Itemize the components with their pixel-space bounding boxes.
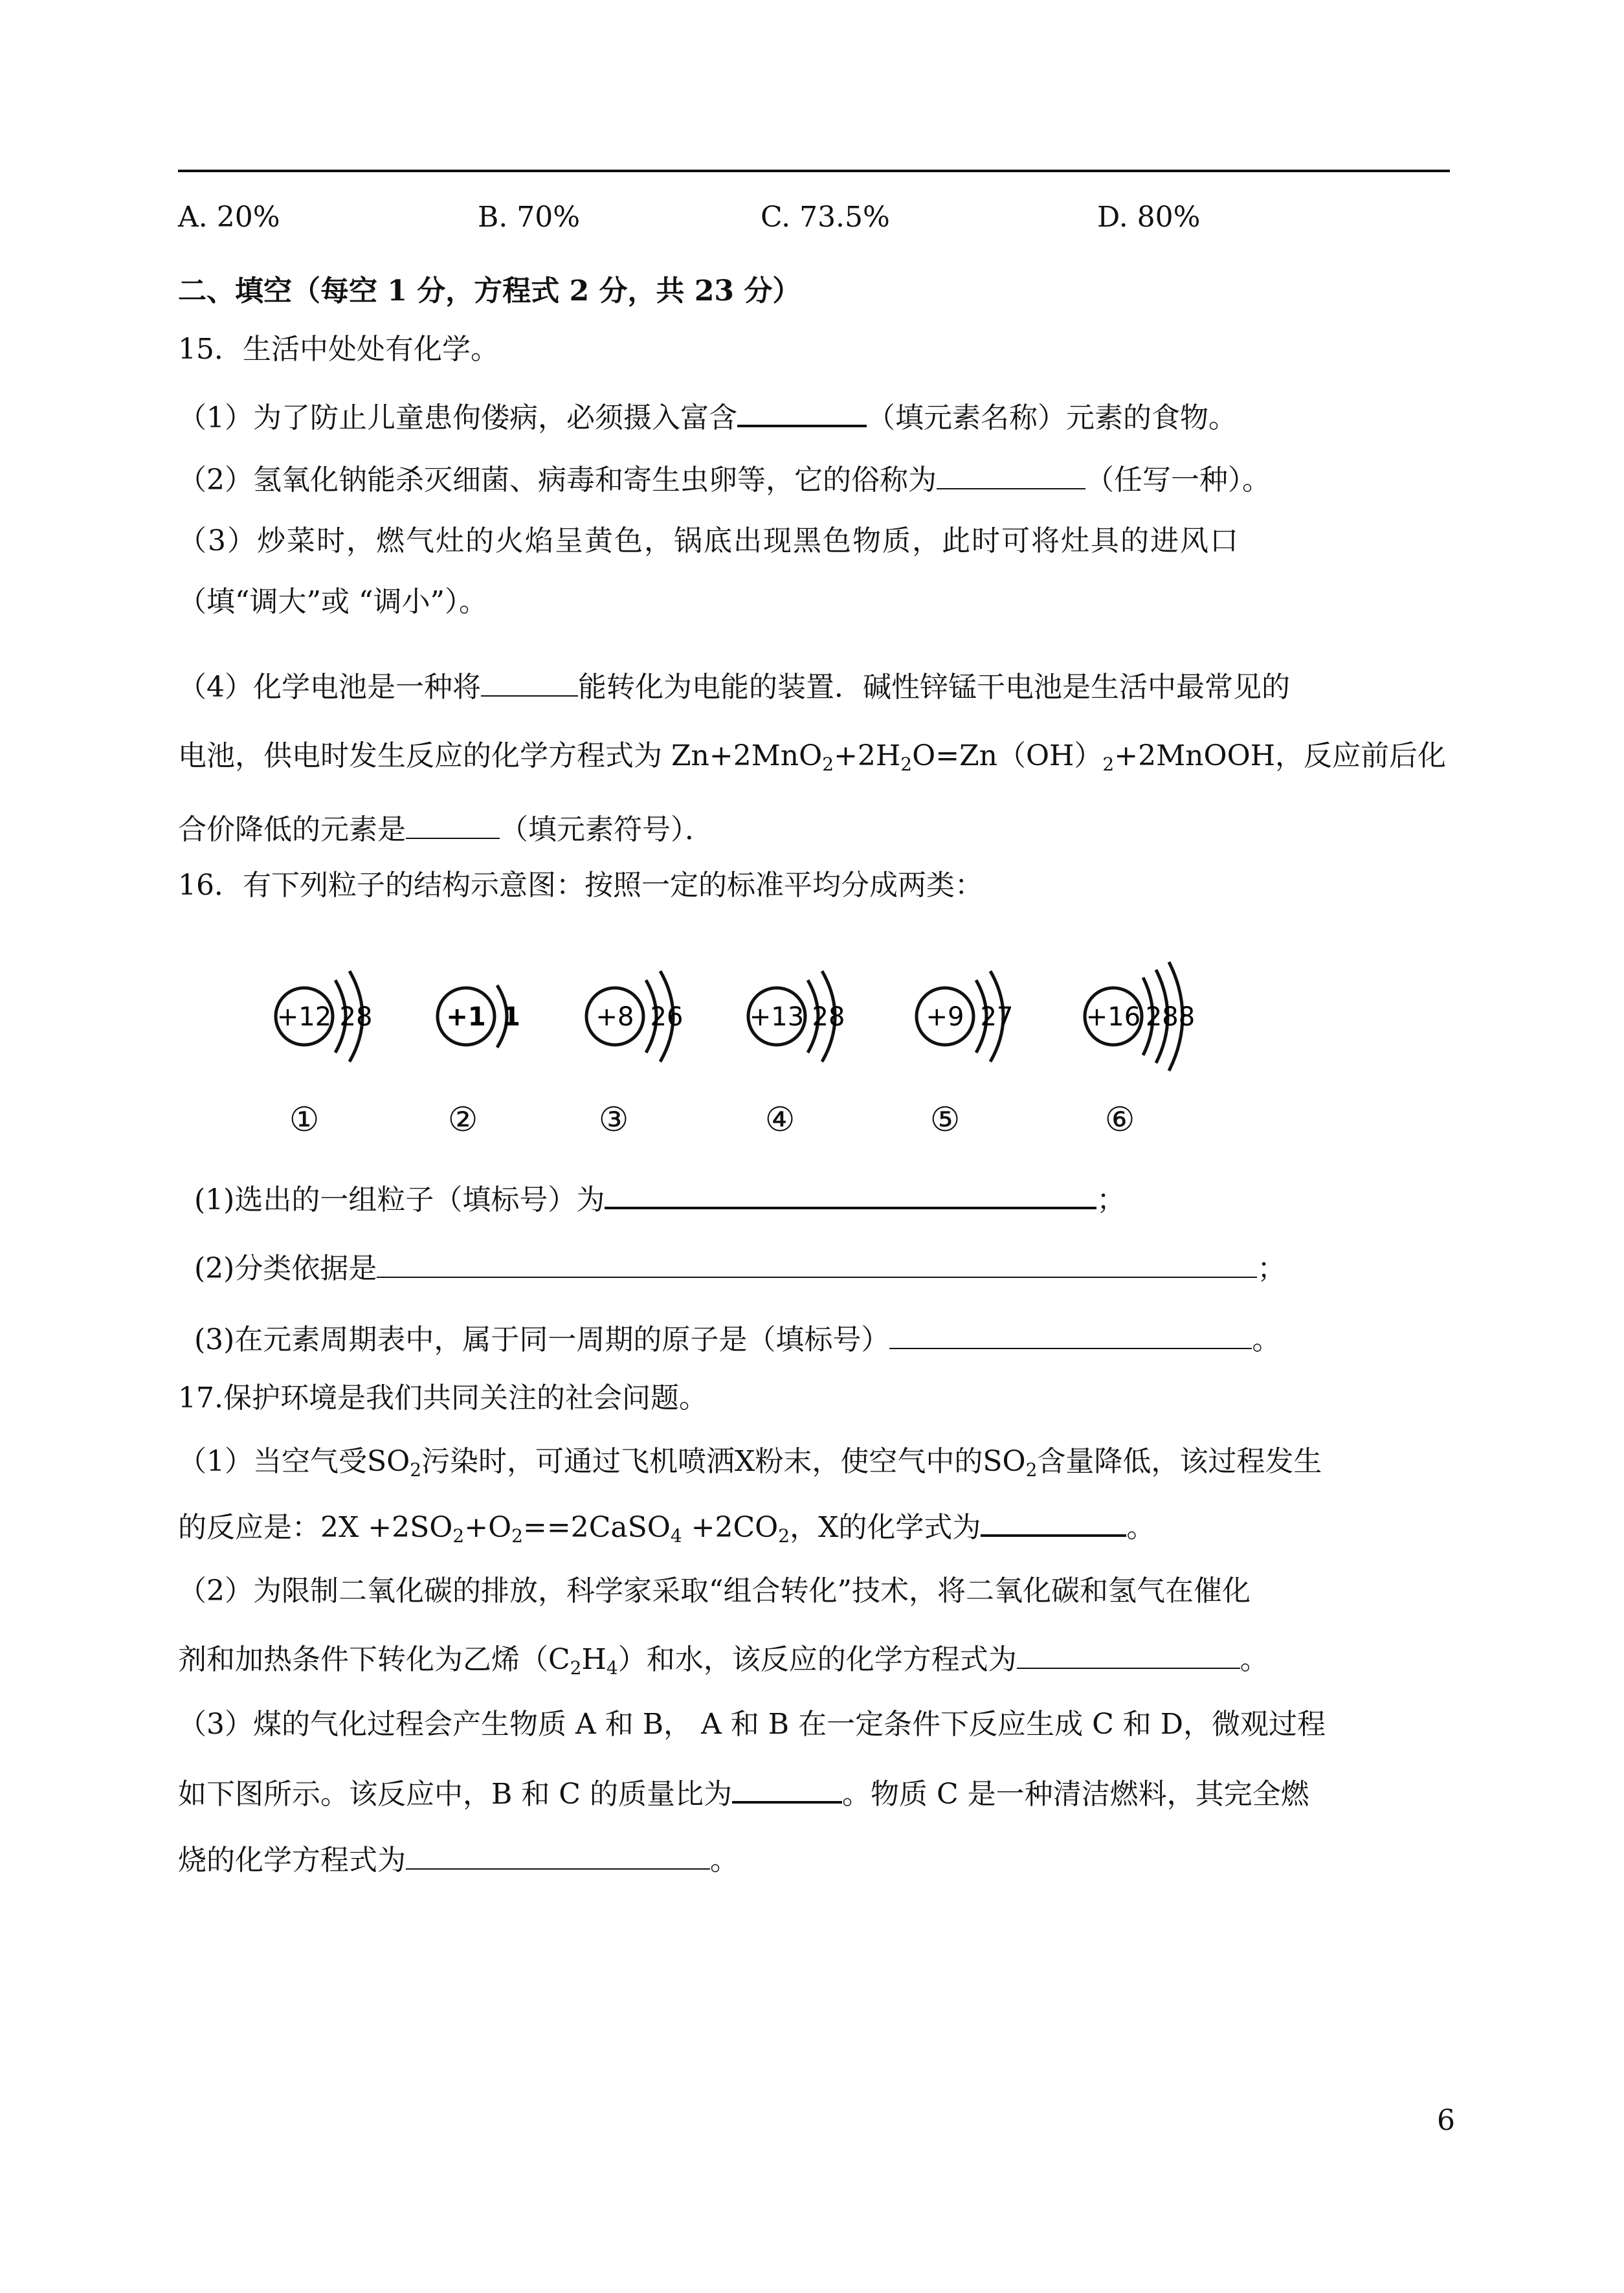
section-heading: 二、填空（每空 1 分，方程式 2 分，共 23 分） xyxy=(178,274,801,308)
subscript: 2 xyxy=(778,1525,790,1547)
svg-text:+9: +9 xyxy=(926,1002,964,1032)
q15-p4-text: （4）化学电池是一种将 xyxy=(178,671,481,704)
atom-diagram-2 xyxy=(421,952,563,1081)
q17-text: 烧的化学方程式为 xyxy=(178,1844,406,1877)
subscript: 4 xyxy=(606,1657,618,1679)
answer-blank[interactable] xyxy=(481,666,578,697)
atom-structure-diagrams xyxy=(259,952,1243,1159)
q15-p2-text-end: （任写一种）。 xyxy=(1085,464,1271,497)
q15-p4-text-end: （填元素符号）． xyxy=(500,813,713,846)
q17-text-end: 。 xyxy=(1240,1643,1269,1676)
atom-diagram-5 xyxy=(900,952,1042,1081)
q17-part3-line1: （3）煤的气化过程会产生物质 A 和 B， A 和 B 在一定条件下反应生成 C 和 D，微观过程 xyxy=(178,1708,1326,1741)
atom-diagram-6 xyxy=(1068,952,1210,1081)
atom-label-2: ② xyxy=(447,1101,478,1139)
q17-part1-line2 xyxy=(178,1504,1155,1547)
q15-part4-line2 xyxy=(178,737,1446,776)
svg-text:28: 28 xyxy=(339,1002,373,1032)
subscript: 2 xyxy=(410,1459,422,1481)
q16-title: 16．有下列粒子的结构示意图：按照一定的标准平均分成两类： xyxy=(178,869,983,902)
atom-label-3: ③ xyxy=(598,1101,629,1139)
q16-part1 xyxy=(194,1177,1125,1220)
answer-blank[interactable] xyxy=(889,1318,1252,1349)
atom-diagram-svg xyxy=(1068,952,1210,1081)
equation-text: 的反应是：2X +2SO xyxy=(178,1511,453,1544)
q17-part3-line3 xyxy=(178,1839,739,1880)
atom-diagram-3 xyxy=(570,952,712,1081)
svg-text:+12: +12 xyxy=(276,1002,332,1032)
answer-options-row xyxy=(178,198,1450,237)
svg-text:288: 288 xyxy=(1145,1002,1196,1032)
answer-blank[interactable] xyxy=(406,808,500,839)
q15-part3-line2: （填“调大”或 “调小”）。 xyxy=(178,585,487,618)
q15-p4-text-cont: 能转化为电能的装置．碱性锌锰干电池是生活中最常见的 xyxy=(578,671,1290,704)
q16-p1-text: (1)选出的一组粒子（填标号）为 xyxy=(194,1183,605,1216)
subscript: 2 xyxy=(570,1657,582,1679)
q17-text: 污染时，可通过飞机喷洒X粉末，使空气中的SO xyxy=(421,1445,1026,1478)
q16-p1-end: ； xyxy=(1096,1183,1126,1216)
option-a: A. 20% xyxy=(178,201,280,234)
answer-blank[interactable] xyxy=(737,395,867,427)
answer-blank[interactable] xyxy=(406,1839,710,1870)
subscript: 2 xyxy=(1102,754,1115,775)
equation-text: O=Zn（OH） xyxy=(912,739,1103,772)
option-c: C. 73.5% xyxy=(761,201,890,234)
atom-label-1: ① xyxy=(289,1101,320,1139)
q17-text-end: 。 xyxy=(710,1844,739,1877)
q17-part3-line2 xyxy=(178,1771,1309,1814)
svg-text:+1: +1 xyxy=(446,1002,486,1032)
q17-part1-line1 xyxy=(178,1442,1322,1481)
atom-label-5: ⑤ xyxy=(929,1101,961,1139)
q17-text: 剂和加热条件下转化为乙烯（C xyxy=(178,1643,570,1676)
q16-p3-text: (3)在元素周期表中，属于同一周期的原子是（填标号） xyxy=(194,1323,890,1356)
q15-part1 xyxy=(178,395,1237,438)
svg-text:27: 27 xyxy=(980,1002,1014,1032)
svg-text:26: 26 xyxy=(650,1002,684,1032)
q15-p2-text: （2）氢氧化钠能杀灭细菌、病毒和寄生虫卵等，它的俗称为 xyxy=(178,464,937,497)
q17-part2-line1: （2）为限制二氧化碳的排放，科学家采取“组合转化”技术，将二氧化碳和氢气在催化 xyxy=(178,1574,1251,1607)
atom-label-6: ⑥ xyxy=(1104,1101,1135,1139)
q17-text: 。物质 C 是一种清洁燃料，其完全燃 xyxy=(841,1778,1309,1811)
option-b: B. 70% xyxy=(478,201,581,234)
atom-diagram-svg xyxy=(421,952,563,1081)
atom-diagram-svg xyxy=(900,952,1042,1081)
equation-text: ==2CaSO xyxy=(523,1511,671,1544)
subscript: 2 xyxy=(452,1525,465,1547)
atom-diagram-1 xyxy=(259,952,401,1081)
q17-text: 含量降低，该过程发生 xyxy=(1037,1445,1322,1478)
answer-blank[interactable] xyxy=(605,1177,1096,1209)
q16-p3-end: 。 xyxy=(1252,1323,1281,1356)
equation-text: +2MnOOH，反应前后化 xyxy=(1114,739,1447,772)
q17-text: ，X的化学式为 xyxy=(790,1511,981,1544)
answer-blank[interactable] xyxy=(1017,1638,1240,1669)
subscript: 2 xyxy=(511,1525,523,1547)
subscript: 2 xyxy=(900,754,913,775)
q16-p2-text: (2)分类依据是 xyxy=(194,1252,377,1285)
q17-text: 如下图所示。该反应中，B 和 C 的质量比为 xyxy=(178,1778,732,1811)
atom-diagram-svg xyxy=(731,952,874,1081)
q17-text: ）和水，该反应的化学方程式为 xyxy=(617,1643,1017,1676)
option-d: D. 80% xyxy=(1097,201,1201,234)
svg-text:+8: +8 xyxy=(595,1002,634,1032)
svg-text:+16: +16 xyxy=(1085,1002,1141,1032)
q15-p1-text: （1）为了防止儿童患佝偻病，必须摄入富含 xyxy=(178,401,737,434)
svg-text:1: 1 xyxy=(502,1002,520,1032)
answer-blank[interactable] xyxy=(981,1504,1126,1537)
q17-title: 17.保护环境是我们共同关注的社会问题。 xyxy=(178,1381,707,1415)
q15-part4-line1 xyxy=(178,666,1290,707)
q17-part2-line2 xyxy=(178,1638,1269,1679)
q15-part2 xyxy=(178,458,1271,500)
q16-part3 xyxy=(194,1318,1280,1359)
q17-text-end: 。 xyxy=(1126,1511,1155,1544)
equation-text: +O xyxy=(464,1511,512,1544)
subscript: 2 xyxy=(822,754,834,775)
q15-p4-text: 合价降低的元素是 xyxy=(178,813,406,846)
q17-text: （1）当空气受SO xyxy=(178,1445,410,1478)
q16-part2 xyxy=(194,1247,1285,1288)
page-number: 6 xyxy=(1437,2104,1455,2137)
subscript: 4 xyxy=(670,1525,682,1547)
answer-blank[interactable] xyxy=(937,458,1085,489)
q15-p1-text-end: （填元素名称）元素的食物。 xyxy=(867,401,1237,434)
atom-diagram-4 xyxy=(731,952,874,1081)
svg-text:28: 28 xyxy=(812,1002,845,1032)
atom-label-4: ④ xyxy=(764,1101,795,1139)
q15-title: 15．生活中处处有化学。 xyxy=(178,333,499,366)
atom-diagram-svg xyxy=(570,952,712,1081)
subscript: 2 xyxy=(1025,1459,1038,1481)
equation-text: 电池，供电时发生反应的化学方程式为 Zn+2MnO xyxy=(178,739,823,772)
q17-text: H xyxy=(581,1643,606,1676)
equation-text: +2H xyxy=(834,739,901,772)
answer-blank[interactable] xyxy=(377,1247,1257,1278)
equation-text: +2CO xyxy=(682,1511,779,1544)
header-rule xyxy=(178,170,1450,172)
q16-p2-end: ； xyxy=(1257,1252,1286,1285)
answer-blank[interactable] xyxy=(732,1771,842,1804)
q15-part3-line1: （3）炒菜时，燃气灶的火焰呈黄色，锅底出现黑色物质，此时可将灶具的进风口 xyxy=(178,524,1240,557)
atom-diagram-svg xyxy=(259,952,401,1081)
q15-part4-line3 xyxy=(178,808,713,849)
svg-text:+13: +13 xyxy=(749,1002,805,1032)
